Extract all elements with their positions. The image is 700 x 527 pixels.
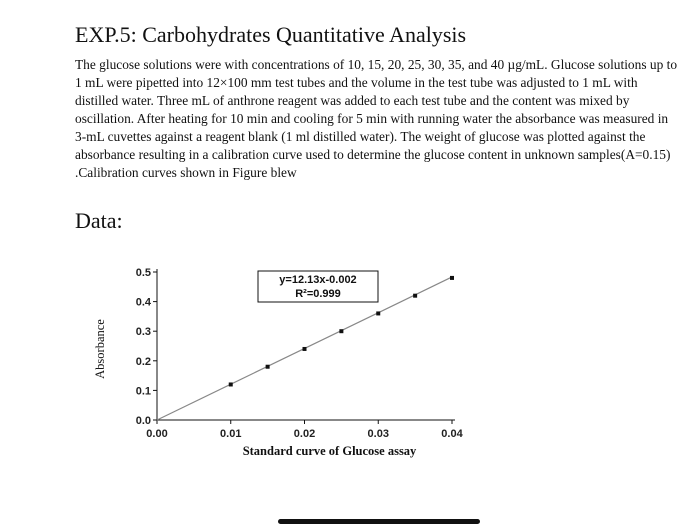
calibration-chart bbox=[80, 255, 500, 470]
y-tick-label: 0.0 bbox=[135, 415, 151, 427]
x-tick-label: 0.02 bbox=[293, 428, 316, 440]
home-indicator bbox=[278, 519, 480, 524]
data-point bbox=[266, 365, 270, 369]
fit-equation-annotation bbox=[258, 271, 378, 302]
fit-equation: y=12.13x-0.002 bbox=[279, 274, 357, 286]
data-point bbox=[339, 329, 343, 333]
data-point bbox=[229, 382, 233, 386]
x-tick-label: 0.04 bbox=[441, 428, 463, 440]
y-tick-label: 0.2 bbox=[135, 355, 151, 368]
data-point bbox=[376, 311, 380, 315]
y-tick-label: 0.5 bbox=[135, 267, 151, 279]
y-tick-label: 0.4 bbox=[135, 296, 151, 309]
experiment-description: The glucose solutions were with concentrations of 10, 15, 20, 25, 30, 35, and 40 µg/mL. Glucose solutions up to 1 mL were pipetted into 12×100 mm test tubes and the volume in the test tube was adjusted to 1 mL with distilled water. Three mL of anthrone reagent was added to each test tube and the content was mixed by oscillation. After heating for 10 min and cooling for 5 min with running water the absorbance was measured in 3-mL cuvettes against a reagent blank (1 ml distilled water). The weight of glucose was plotted against the absorbance resulting in a calibration curve used to determine the glucose content in unknown samples(A=0.15) .Calibration curves shown in Figure blew bbox=[75, 57, 678, 180]
y-axis-title: Absorbance bbox=[93, 319, 107, 379]
x-tick-label: 0.03 bbox=[367, 428, 389, 440]
data-heading: Data: bbox=[75, 208, 123, 233]
y-tick-label: 0.1 bbox=[135, 385, 151, 398]
page-title: EXP.5: Carbohydrates Quantitative Analysis bbox=[75, 22, 467, 47]
fit-r-squared: R²=0.999 bbox=[295, 288, 341, 300]
data-point bbox=[413, 294, 417, 298]
x-tick-label: 0.00 bbox=[146, 428, 168, 440]
x-axis-title: Standard curve of Glucose assay bbox=[242, 444, 417, 458]
data-point bbox=[303, 347, 307, 351]
x-tick-label: 0.01 bbox=[220, 428, 242, 440]
data-point bbox=[450, 276, 454, 280]
y-tick-label: 0.3 bbox=[135, 326, 151, 339]
